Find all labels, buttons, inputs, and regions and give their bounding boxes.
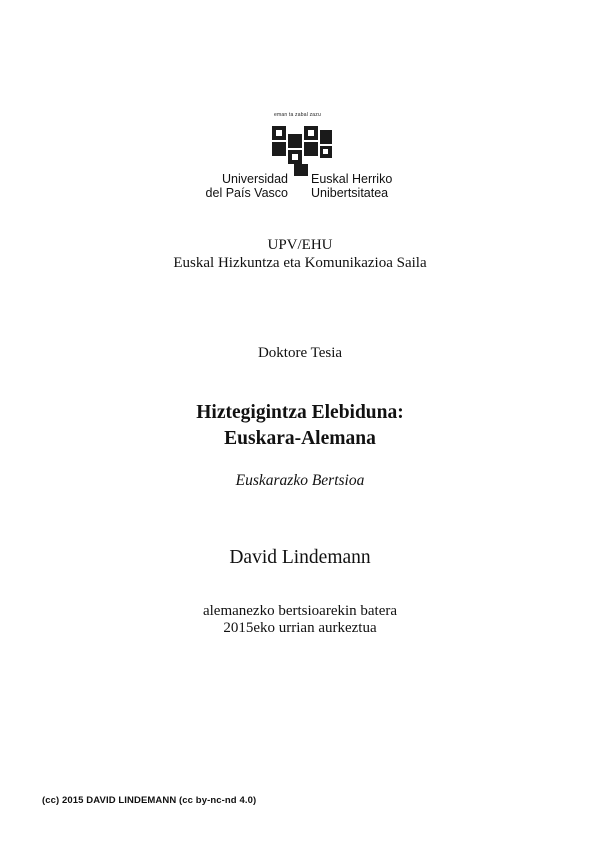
thesis-subtitle: Euskarazko Bertsioa <box>235 472 365 489</box>
institution-block <box>0 236 600 272</box>
institution-name: UPV/EHU <box>267 237 333 253</box>
thesis-title-line1: Hiztegigintza Elebiduna: <box>196 402 404 423</box>
thesis-title <box>0 400 600 452</box>
logo-motto: eman ta zabal zazu <box>274 112 321 118</box>
logo-name-basque <box>311 172 392 200</box>
submission-note-line1: alemanezko bertsioarekin batera <box>202 603 398 619</box>
thesis-title-line2: Euskara-Alemana <box>224 428 376 449</box>
thesis-type: Doktore Tesia <box>257 345 343 361</box>
logo-name-basque-line1: Euskal Herriko <box>311 172 393 186</box>
department-name: Euskal Hizkuntza eta Komunikazioa Saila <box>173 255 427 271</box>
logo-name-spanish-line2: del País Vasco <box>205 186 288 200</box>
submission-note <box>0 603 600 637</box>
submission-note-line2: 2015eko urrian aurkeztua <box>223 620 377 636</box>
author-name: David Lindemann <box>229 547 371 568</box>
logo-name-spanish <box>206 172 288 200</box>
logo-name-spanish-line1: Universidad <box>221 172 288 186</box>
logo-name-basque-line2: Unibertsitatea <box>311 186 389 200</box>
license-notice: (cc) 2015 DAVID LINDEMANN (cc by-nc-nd 4.0) <box>42 795 257 806</box>
university-logo <box>200 108 400 203</box>
upv-ehu-logo-mark-icon <box>268 122 334 178</box>
